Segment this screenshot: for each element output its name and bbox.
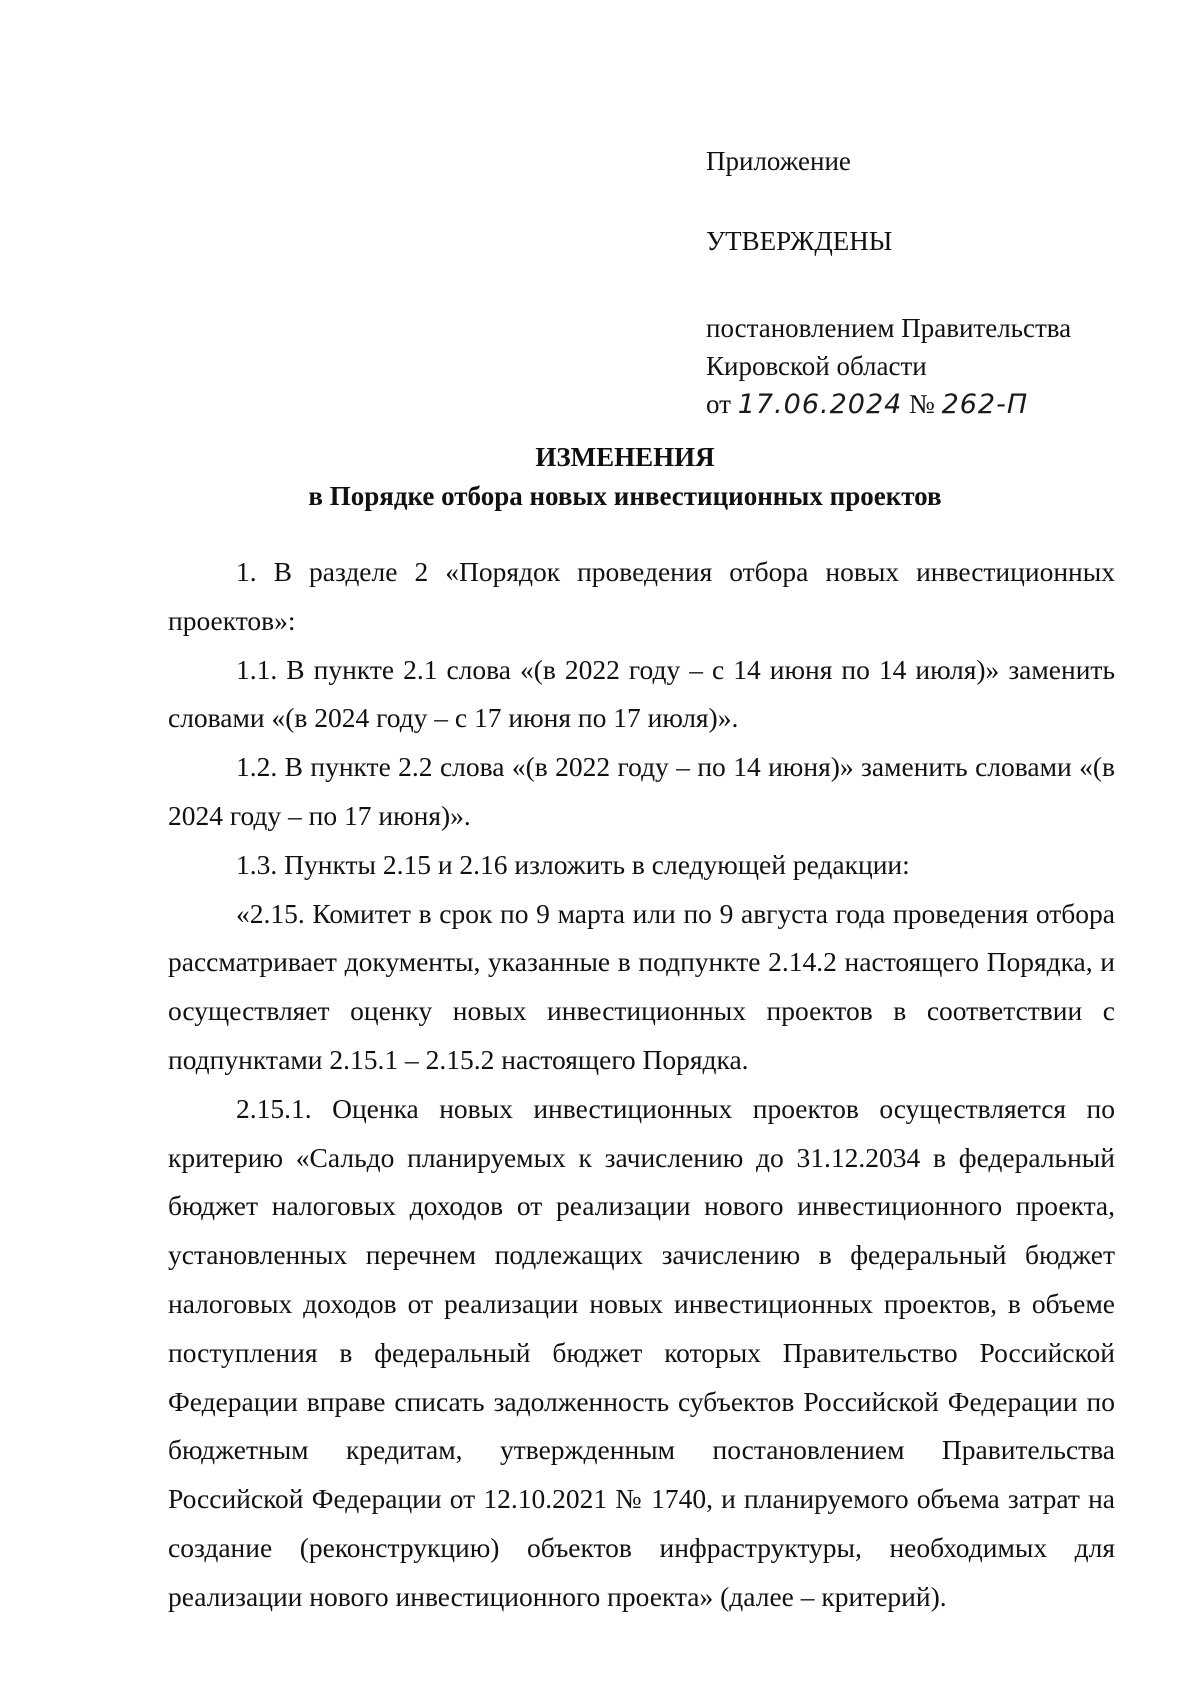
paragraph-2-15: «2.15. Комитет в срок по 9 марта или по 9 августа года проведения отбора рассматривает документы, указанные в подпункте 2.14.2 настоящего Порядка, и осуществляет оценку новых инвестиционных проектов в соответствии с подпунктами 2.15.1 – 2.15.2 настоящего Порядка. <box>168 897 1115 1075</box>
paragraph-2-15-1: 2.15.1. Оценка новых инвестиционных проектов осуществляется по критерию «Сальдо планируемых к зачислению до 31.12.2034 в федеральный бюджет налоговых доходов от реализации нового инвестиционного проекта, установленных перечнем подлежащих зачислению в федеральный бюджет налоговых доходов от реализации новых инвестиционных проектов, в объеме поступления в федеральный бюджет которых Правительство Российской Федерации вправе списать задолженность субъектов Российской Федерации по бюджетным кредитам, утвержденным постановлением Правительства Российской Федерации от 12.10.2021 № 1740, и планируемого объема затрат на создание (реконструкцию) объектов инфраструктуры, необходимых для реализации нового инвестиционного проекта» (далее – критерий). <box>168 1092 1115 1612</box>
approval-block <box>706 142 1146 424</box>
paragraph-1-3: 1.3. Пункты 2.15 и 2.16 изложить в следующей редакции: <box>236 848 910 880</box>
decree-date-line <box>706 385 1146 424</box>
document-heading <box>0 438 1200 516</box>
handwritten-date: 17.06.2024 <box>737 389 903 420</box>
paragraph-1: 1. В разделе 2 «Порядок проведения отбора новых инвестиционных проектов»: <box>168 556 1115 636</box>
document-body <box>168 548 1115 1622</box>
heading-title: ИЗМЕНЕНИЯ <box>535 442 715 472</box>
paragraph-1-2: 1.2. В пункте 2.2 слова «(в 2022 году – по 14 июня)» заменить словами «(в 2024 году – по 17 июня)». <box>168 751 1115 831</box>
approved-label: УТВЕРЖДЕНЫ <box>706 226 893 256</box>
from-label: от <box>706 389 731 419</box>
appendix-label: Приложение <box>706 146 851 176</box>
decree-line-1: постановлением Правительства <box>706 313 1072 343</box>
number-sign: № <box>909 389 935 419</box>
handwritten-number: 262-П <box>941 389 1029 420</box>
heading-subtitle: в Порядке отбора новых инвестиционных проектов <box>308 481 942 511</box>
decree-line-2: Кировской области <box>706 351 927 381</box>
paragraph-1-1: 1.1. В пункте 2.1 слова «(в 2022 году – с 14 июня по 14 июля)» заменить словами «(в 2024 году – с 17 июня по 17 июля)». <box>168 653 1115 734</box>
